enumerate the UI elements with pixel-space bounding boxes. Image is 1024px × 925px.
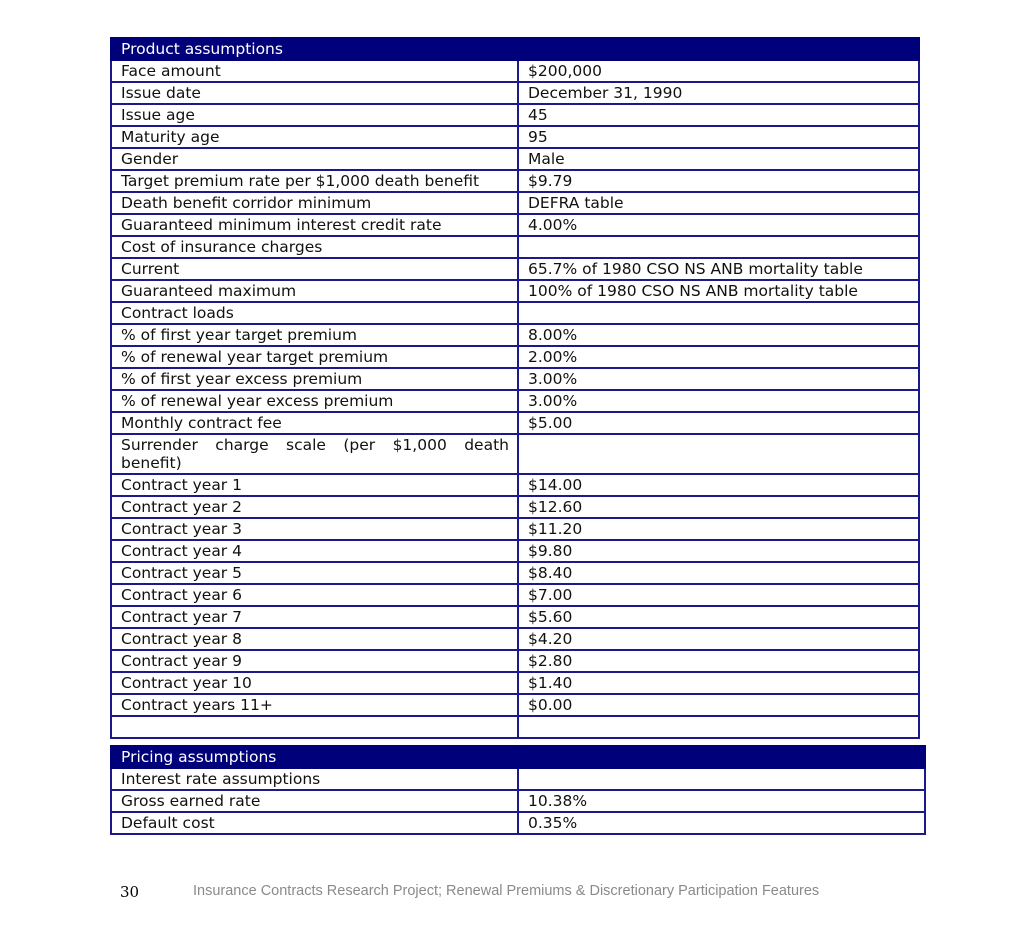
row-value: 100% of 1980 CSO NS ANB mortality table [518,280,919,302]
row-value: $4.20 [518,628,919,650]
product-assumptions-table [110,37,920,739]
row-label: Contract year 6 [111,584,518,606]
row-value: 3.00% [518,390,919,412]
table-row [111,412,919,434]
row-label: Interest rate assumptions [111,768,518,790]
table-header-row [111,746,925,768]
table-row [111,148,919,170]
row-label: Face amount [111,60,518,82]
page-number: 30 [120,883,140,901]
table-row [111,324,919,346]
row-value: $0.00 [518,694,919,716]
table-row [111,518,919,540]
row-value: 3.00% [518,368,919,390]
table-row [111,346,919,368]
table-row [111,716,919,738]
pricing-assumptions-table [110,745,926,835]
row-value: $7.00 [518,584,919,606]
row-label: Contract year 2 [111,496,518,518]
row-label: Contract year 9 [111,650,518,672]
table-row [111,650,919,672]
row-value: December 31, 1990 [518,82,919,104]
page-footer [120,882,820,901]
row-label: Default cost [111,812,518,834]
row-value: $11.20 [518,518,919,540]
table-title: Product assumptions [111,38,919,60]
row-label: % of first year target premium [111,324,518,346]
row-value: 4.00% [518,214,919,236]
row-value: $14.00 [518,474,919,496]
row-value: $9.80 [518,540,919,562]
row-label: % of first year excess premium [111,368,518,390]
row-value [518,236,919,258]
row-label: Contract year 1 [111,474,518,496]
table-row [111,768,925,790]
row-label: Contract loads [111,302,518,324]
row-label [111,716,518,738]
row-label: Contract year 8 [111,628,518,650]
row-value: 8.00% [518,324,919,346]
running-title: Insurance Contracts Research Project; Renewal Premiums & Discretionary Participation Features [193,883,820,899]
table-row [111,214,919,236]
row-value: 45 [518,104,919,126]
row-label: Target premium rate per $1,000 death benefit [111,170,518,192]
row-label: Contract year 5 [111,562,518,584]
row-label: Contract year 10 [111,672,518,694]
row-value: 95 [518,126,919,148]
row-label: Monthly contract fee [111,412,518,434]
table-row [111,812,925,834]
table-row [111,104,919,126]
row-value: 0.35% [518,812,925,834]
table-row [111,82,919,104]
row-value [518,716,919,738]
row-value: $8.40 [518,562,919,584]
row-value: $200,000 [518,60,919,82]
row-label: Contract years 11+ [111,694,518,716]
row-label: Issue date [111,82,518,104]
table-row [111,474,919,496]
row-value: Male [518,148,919,170]
table-row [111,628,919,650]
row-label: Maturity age [111,126,518,148]
table-row [111,790,925,812]
row-value: DEFRA table [518,192,919,214]
row-value: $1.40 [518,672,919,694]
row-label: Guaranteed maximum [111,280,518,302]
table-row [111,368,919,390]
row-value [518,768,925,790]
row-value [518,302,919,324]
row-value: $5.60 [518,606,919,628]
row-label: Contract year 4 [111,540,518,562]
table-row [111,606,919,628]
row-value: $2.80 [518,650,919,672]
row-value: 2.00% [518,346,919,368]
row-label: Cost of insurance charges [111,236,518,258]
table-row [111,258,919,280]
row-label: Guaranteed minimum interest credit rate [111,214,518,236]
table-title: Pricing assumptions [111,746,925,768]
table-row [111,170,919,192]
row-label: Surrender charge scale (per $1,000 death benefit) [111,434,518,474]
row-value [518,434,919,474]
row-label: Contract year 3 [111,518,518,540]
row-label: Gross earned rate [111,790,518,812]
table-row [111,562,919,584]
row-label: % of renewal year excess premium [111,390,518,412]
row-label: % of renewal year target premium [111,346,518,368]
row-label: Death benefit corridor minimum [111,192,518,214]
table-row [111,236,919,258]
table-row [111,434,919,474]
table-row [111,694,919,716]
row-value: 10.38% [518,790,925,812]
row-value: $12.60 [518,496,919,518]
table-row [111,60,919,82]
row-label: Gender [111,148,518,170]
table-row [111,672,919,694]
table-row [111,192,919,214]
row-label: Current [111,258,518,280]
table-header-row [111,38,919,60]
row-label: Issue age [111,104,518,126]
row-label: Contract year 7 [111,606,518,628]
table-row [111,540,919,562]
table-row [111,280,919,302]
table-row [111,390,919,412]
row-value: $5.00 [518,412,919,434]
table-row [111,302,919,324]
row-value: $9.79 [518,170,919,192]
table-row [111,496,919,518]
table-row [111,584,919,606]
row-value: 65.7% of 1980 CSO NS ANB mortality table [518,258,919,280]
table-row [111,126,919,148]
